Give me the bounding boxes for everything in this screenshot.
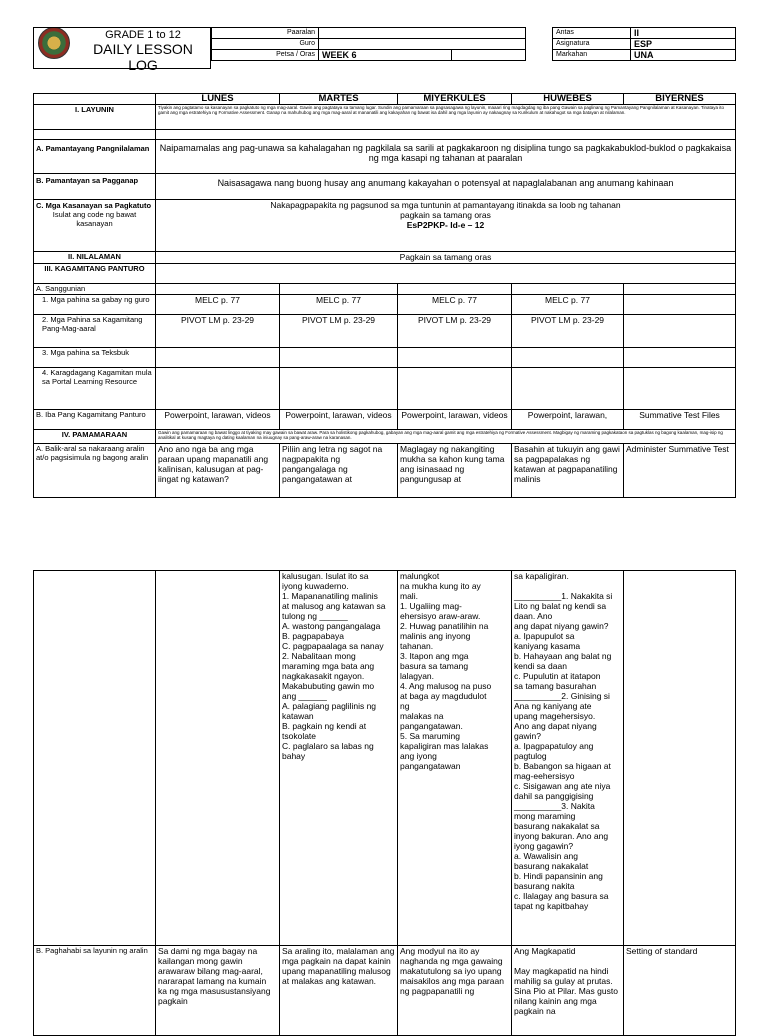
guro-value[interactable]: [319, 39, 526, 50]
continued-huwebes: sa kapaligiran. __________1. Nakakita si Lito ng balat ng kendi sa daan. Ano ang dapat niyang gawin? a. Ipapupulot sa kaniyang kasama b. Hahayaan ang balat ng kendi sa daan c. Pupulutin at itatapon sa tamang basurahan __________2. Ginising si Ana ng kaniyang ate upang magehersisyo. Ano ang dapat niyang gawin? a. Ipagpapatuloy ang pagtulog b. Babangon sa higaan at mag-eehersisyo c. Sisigawan ang ate niya dahil sa panggigising __________3. Nakita mong maraming basurang nakakalat sa inyong bakuran. Ano ang iyong gagawin? a. Wawalisin ang basurang nakakalat b. Hindi papansinin ang basurang nakita c. Ilalagay ang basura sa tapat ng kapitbahay: [512, 571, 624, 946]
kasanayan-text: Nakapagpapakita ng pagsunod sa mga tuntunin at pamantayang itinakda sa loob ng tahanan: [270, 200, 621, 210]
ref1-biyernes: [624, 295, 736, 315]
document-title: DAILY LESSON LOG: [93, 41, 193, 73]
ref2-lunes: PIVOT LM p. 23-29: [156, 315, 280, 348]
paghahabi-martes: Sa araling ito, malalaman ang mga pagkain na dapat kainin upang mapanatiling malusog at malakas ang katawan.: [280, 946, 398, 1036]
ref1-lunes: MELC p. 77: [156, 295, 280, 315]
day-header-lunes: LUNES: [156, 94, 280, 105]
ref2-biyernes: [624, 315, 736, 348]
ref1-martes: MELC p. 77: [280, 295, 398, 315]
ref3-label: 3. Mga pahina sa Teksbuk: [34, 348, 156, 368]
paghahabi-huwebes: Ang Magkapatid May magkapatid na hindi mahilig sa gulay at prutas. Sina Pio at Pilar. Mas gusto nilang kainin ang mga pagkain na: [512, 946, 624, 1036]
week-value: WEEK 6: [319, 50, 452, 61]
nilalaman-label: II. NILALAMAN: [34, 252, 156, 264]
day-header-biyernes: BIYERNES: [624, 94, 736, 105]
day-header-huwebes: HUWEBES: [512, 94, 624, 105]
balik-aral-biyernes: Administer Summative Test: [624, 444, 736, 498]
corner-cell: [34, 94, 156, 105]
grade-label: GRADE 1 to 12: [105, 29, 181, 41]
ref1-huwebes: MELC p. 77: [512, 295, 624, 315]
iba-huwebes: Powerpoint, larawan,: [512, 410, 624, 430]
balik-aral-miyerkules: Maglagay ng nakangiting mukha sa kahon kung tama ang isinasaad ng pangungusap at: [398, 444, 512, 498]
ref2-martes: PIVOT LM p. 23-29: [280, 315, 398, 348]
ref2-miyerkules: PIVOT LM p. 23-29: [398, 315, 512, 348]
kagamitan-label: III. KAGAMITANG PANTURO: [34, 264, 156, 284]
header-right-fields: [552, 27, 736, 61]
ref4-label: 4. Karagdagang Kagamitan mula sa Portal Learning Resource: [34, 368, 156, 410]
sanggunian-label: A. Sanggunian: [34, 284, 156, 295]
guro-label: Guro: [212, 39, 319, 50]
antas-value: II: [631, 28, 736, 39]
asignatura-value: ESP: [631, 39, 736, 50]
iba-biyernes: Summative Test Files: [624, 410, 736, 430]
pamamaraan-label: IV. PAMAMARAAN: [34, 430, 156, 444]
pamantayang-pangnilalaman-text: Naipamamalas ang pag-unawa sa kahalagahan ng pagkilala sa sarili at pagkakaroon ng disiplina tungo sa pagkakabuklod-buklod o pagkakaisa ng mga kasapi ng tahanan at paaralan: [156, 140, 736, 174]
paghahabi-lunes: Sa dami ng mga bagay na kailangan mong gawin arawaraw bilang mag-aaral, nararapat lamang na kumain ka ng mga masusustansiyang pagkain: [156, 946, 280, 1036]
iba-lunes: Powerpoint, larawan, videos: [156, 410, 280, 430]
balik-aral-huwebes: Basahin at tukuyin ang gawi sa pagpapalakas ng katawan at pagpapanatiling malinis: [512, 444, 624, 498]
kasanayan-label: C. Mga Kasanayan sa Pagkatuto: [36, 201, 152, 210]
petsa-value[interactable]: [452, 50, 526, 61]
day-header-miyerkules: MIYERKULES: [398, 94, 512, 105]
paghahabi-label: B. Paghahabi sa layunin ng aralin: [34, 946, 156, 1036]
paaralan-label: Paaralan: [212, 28, 319, 39]
nilalaman-text: Pagkain sa tamang oras: [156, 252, 736, 264]
kasanayan-topic: pagkain sa tamang oras: [400, 210, 491, 220]
markahan-value: UNA: [631, 50, 736, 61]
pamamaraan-instructions: Gawin ang pamamaraan ng bawat linggo at tiyaking may gawain sa bawat araw. Para sa holistikong pagkahubog, gabayan ang mga mag-aaral gamit ang mga estratehiya ng Formative Assessment. Magbigay ng maraming pagkakataon sa pagtuklas ng bagong kaalaman, mag-isip ng analitikal at kusang magtaya ng dating kaalaman na iniuugnay sa pang-araw-araw na karanasan.: [156, 430, 736, 444]
ref1-miyerkules: MELC p. 77: [398, 295, 512, 315]
paaralan-value[interactable]: [319, 28, 526, 39]
iba-martes: Powerpoint, larawan, videos: [280, 410, 398, 430]
pamantayan-pagganap-label: B. Pamantayan sa Pagganap: [34, 174, 156, 200]
iba-miyerkules: Powerpoint, larawan, videos: [398, 410, 512, 430]
kasanayan-code: EsP2PKP- Id-e – 12: [406, 220, 485, 230]
kasanayan-sub: Isulat ang code ng bawat kasanayan: [52, 210, 137, 228]
antas-label: Antas: [553, 28, 631, 39]
layunin-label: I. LAYUNIN: [34, 105, 156, 130]
lesson-log-table: [33, 93, 736, 498]
pamantayan-pagganap-text: Naisasagawa nang buong husay ang anumang kakayahan o potensyal at napaglalabanan ang anumang kahinaan: [156, 174, 736, 200]
balik-aral-lunes: Ano ano nga ba ang mga paraan upang mapanatili ang kalinisan, kalusugan at pag-iingat ng katawan?: [156, 444, 280, 498]
iba-label: B. Iba Pang Kagamitang Panturo: [34, 410, 156, 430]
markahan-label: Markahan: [553, 50, 631, 61]
ref1-label: 1. Mga pahina sa gabay ng guro: [34, 295, 156, 315]
balik-aral-label: A. Balik-aral sa nakaraang aralin at/o pagsisimula ng bagong aralin: [34, 444, 156, 498]
ref2-label: 2. Mga Pahina sa Kagamitang Pang-Mag-aaral: [34, 315, 156, 348]
asignatura-label: Asignatura: [553, 39, 631, 50]
continuation-table: [33, 570, 736, 1036]
layunin-instructions: Tiyakin ang pagtatamo sa kasanayan sa pagkatuto ng mga mag-aaral. Gawin ang pagtataya sa tamang lugar. Sundin ang pamamaraan sa pagsasagawa ng layunin, maaari ring magdagdag ng iba pang Gawain sa paglinang ng Pamantayang Pangnilalaman at Kasanayan. Tinataya ito gamit ang mga estratehiya ng Formative Assessment. Ganap na mahuhubog ang mga mag-aaral at mananatili ang kakayahan ng bawat isa dahil ang mga layunin ay nakaugnay sa Kurikulum at nakahugot sa mga batayan at nilalaman.: [156, 105, 736, 130]
continued-miyerkules: malungkot na mukha kung ito ay mali. 1. Ugaliing mag- ehersisyo araw-araw. 2. Huwag panatilihin na malinis ang inyong tahanan. 3. Itapon ang mga basura sa tamang lalagyan. 4. Ang malusog na puso at baga ay magdudulot ng malakas na pangangatawan. 5. Sa maruming kapaligiran mas lalakas ang iyong pangangatawan: [398, 571, 512, 946]
petsa-label: Petsa / Oras: [212, 50, 319, 61]
paghahabi-biyernes: Setting of standard: [624, 946, 736, 1036]
pamantayang-pangnilalaman-label: A. Pamantayang Pangnilalaman: [34, 140, 156, 174]
balik-aral-martes: Piliin ang letra ng sagot na nagpapakita ng pangangalaga ng pangangatawan at: [280, 444, 398, 498]
header-left-fields: [211, 27, 526, 61]
ref2-huwebes: PIVOT LM p. 23-29: [512, 315, 624, 348]
paghahabi-miyerkules: Ang modyul na ito ay naghanda ng mga gawaing makatutulong sa iyo upang maisakilos ang mga paraan ng pagpapanatili ng: [398, 946, 512, 1036]
day-header-martes: MARTES: [280, 94, 398, 105]
logo-frame: [33, 27, 211, 69]
continued-martes: kalusugan. Isulat ito sa iyong kuwaderno. 1. Mapananatiling malinis at malusog ang katawan sa tulong ng ______ A. wastong pangangalaga B. pagpapabaya C. pagpapaalaga sa nanay 2. Nabalitaan mong maraming mga bata ang nagkakasakit ngayon. Makabubuting gawin mo ang ______ A. palagiang paglilinis ng katawan B. pagkain ng kendi at tsokolate C. paglalaro sa labas ng bahay: [280, 571, 398, 946]
